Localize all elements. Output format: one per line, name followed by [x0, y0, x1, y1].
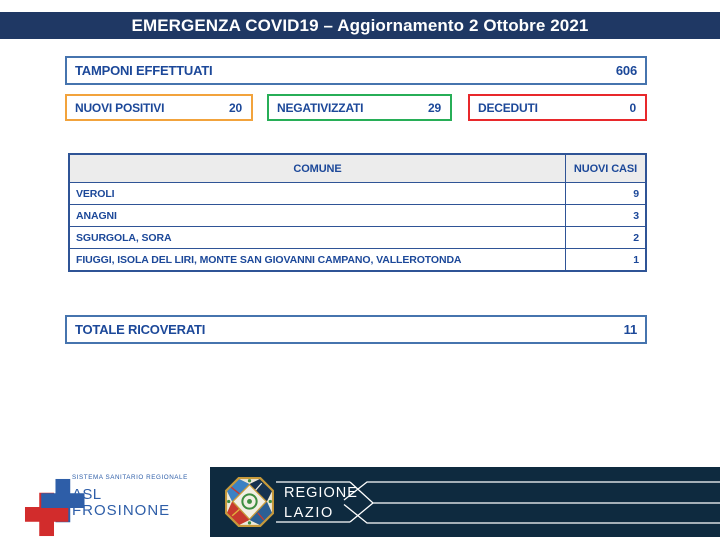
table-row: [69, 227, 646, 249]
lazio-text: LAZIO: [284, 505, 334, 521]
nuovi-casi-cell: 2: [566, 227, 647, 249]
comune-cell: ANAGNI: [69, 205, 566, 227]
stat-box-deceduti: [468, 94, 647, 121]
ricoverati-box: [65, 315, 647, 344]
tamponi-value: 606: [615, 63, 637, 78]
negativizzati-value: 29: [428, 100, 441, 115]
comune-cell: VEROLI: [69, 183, 566, 205]
tamponi-label: TAMPONI EFFETTUATI: [75, 63, 213, 78]
nuovi-positivi-value: 20: [229, 100, 242, 115]
comuni-table-body: [69, 183, 646, 272]
table-header-row: [69, 154, 646, 183]
asl-name-line2: FROSINONE: [72, 502, 171, 519]
title-bar: [0, 12, 720, 39]
asl-name-line1: ASL: [72, 486, 102, 503]
regione-text: REGIONE: [284, 485, 358, 501]
nuovi-casi-cell: 3: [566, 205, 647, 227]
comune-header: COMUNE: [69, 154, 566, 183]
stat-box-negativizzati: [267, 94, 452, 121]
table-row: [69, 249, 646, 272]
regione-lazio-banner: [210, 467, 720, 537]
stat-box-nuovi-positivi: [65, 94, 253, 121]
comune-cell: SGURGOLA, SORA: [69, 227, 566, 249]
nuovi-casi-cell: 9: [566, 183, 647, 205]
table-row: [69, 205, 646, 227]
nuovi-casi-header: NUOVI CASI: [566, 154, 647, 183]
nuovi-casi-cell: 1: [566, 249, 647, 272]
comuni-table: [68, 153, 647, 272]
banner-ribbon-lines-icon: [210, 467, 720, 537]
nuovi-positivi-label: NUOVI POSITIVI: [75, 100, 165, 115]
asl-logo-text: [72, 474, 188, 519]
deceduti-label: DECEDUTI: [478, 100, 538, 115]
comune-cell: FIUGGI, ISOLA DEL LIRI, MONTE SAN GIOVANNI CAMPANO, VALLEROTONDA: [69, 249, 566, 272]
ricoverati-label: TOTALE RICOVERATI: [75, 322, 206, 337]
asl-system-label: SISTEMA SANITARIO REGIONALE: [72, 474, 188, 481]
tamponi-box: [65, 56, 647, 85]
ricoverati-value: 11: [623, 322, 637, 337]
deceduti-value: 0: [629, 100, 636, 115]
page-title: EMERGENZA COVID19 – Aggiornamento 2 Ottobre 2021: [131, 15, 589, 35]
table-row: [69, 183, 646, 205]
negativizzati-label: NEGATIVIZZATI: [277, 100, 364, 115]
